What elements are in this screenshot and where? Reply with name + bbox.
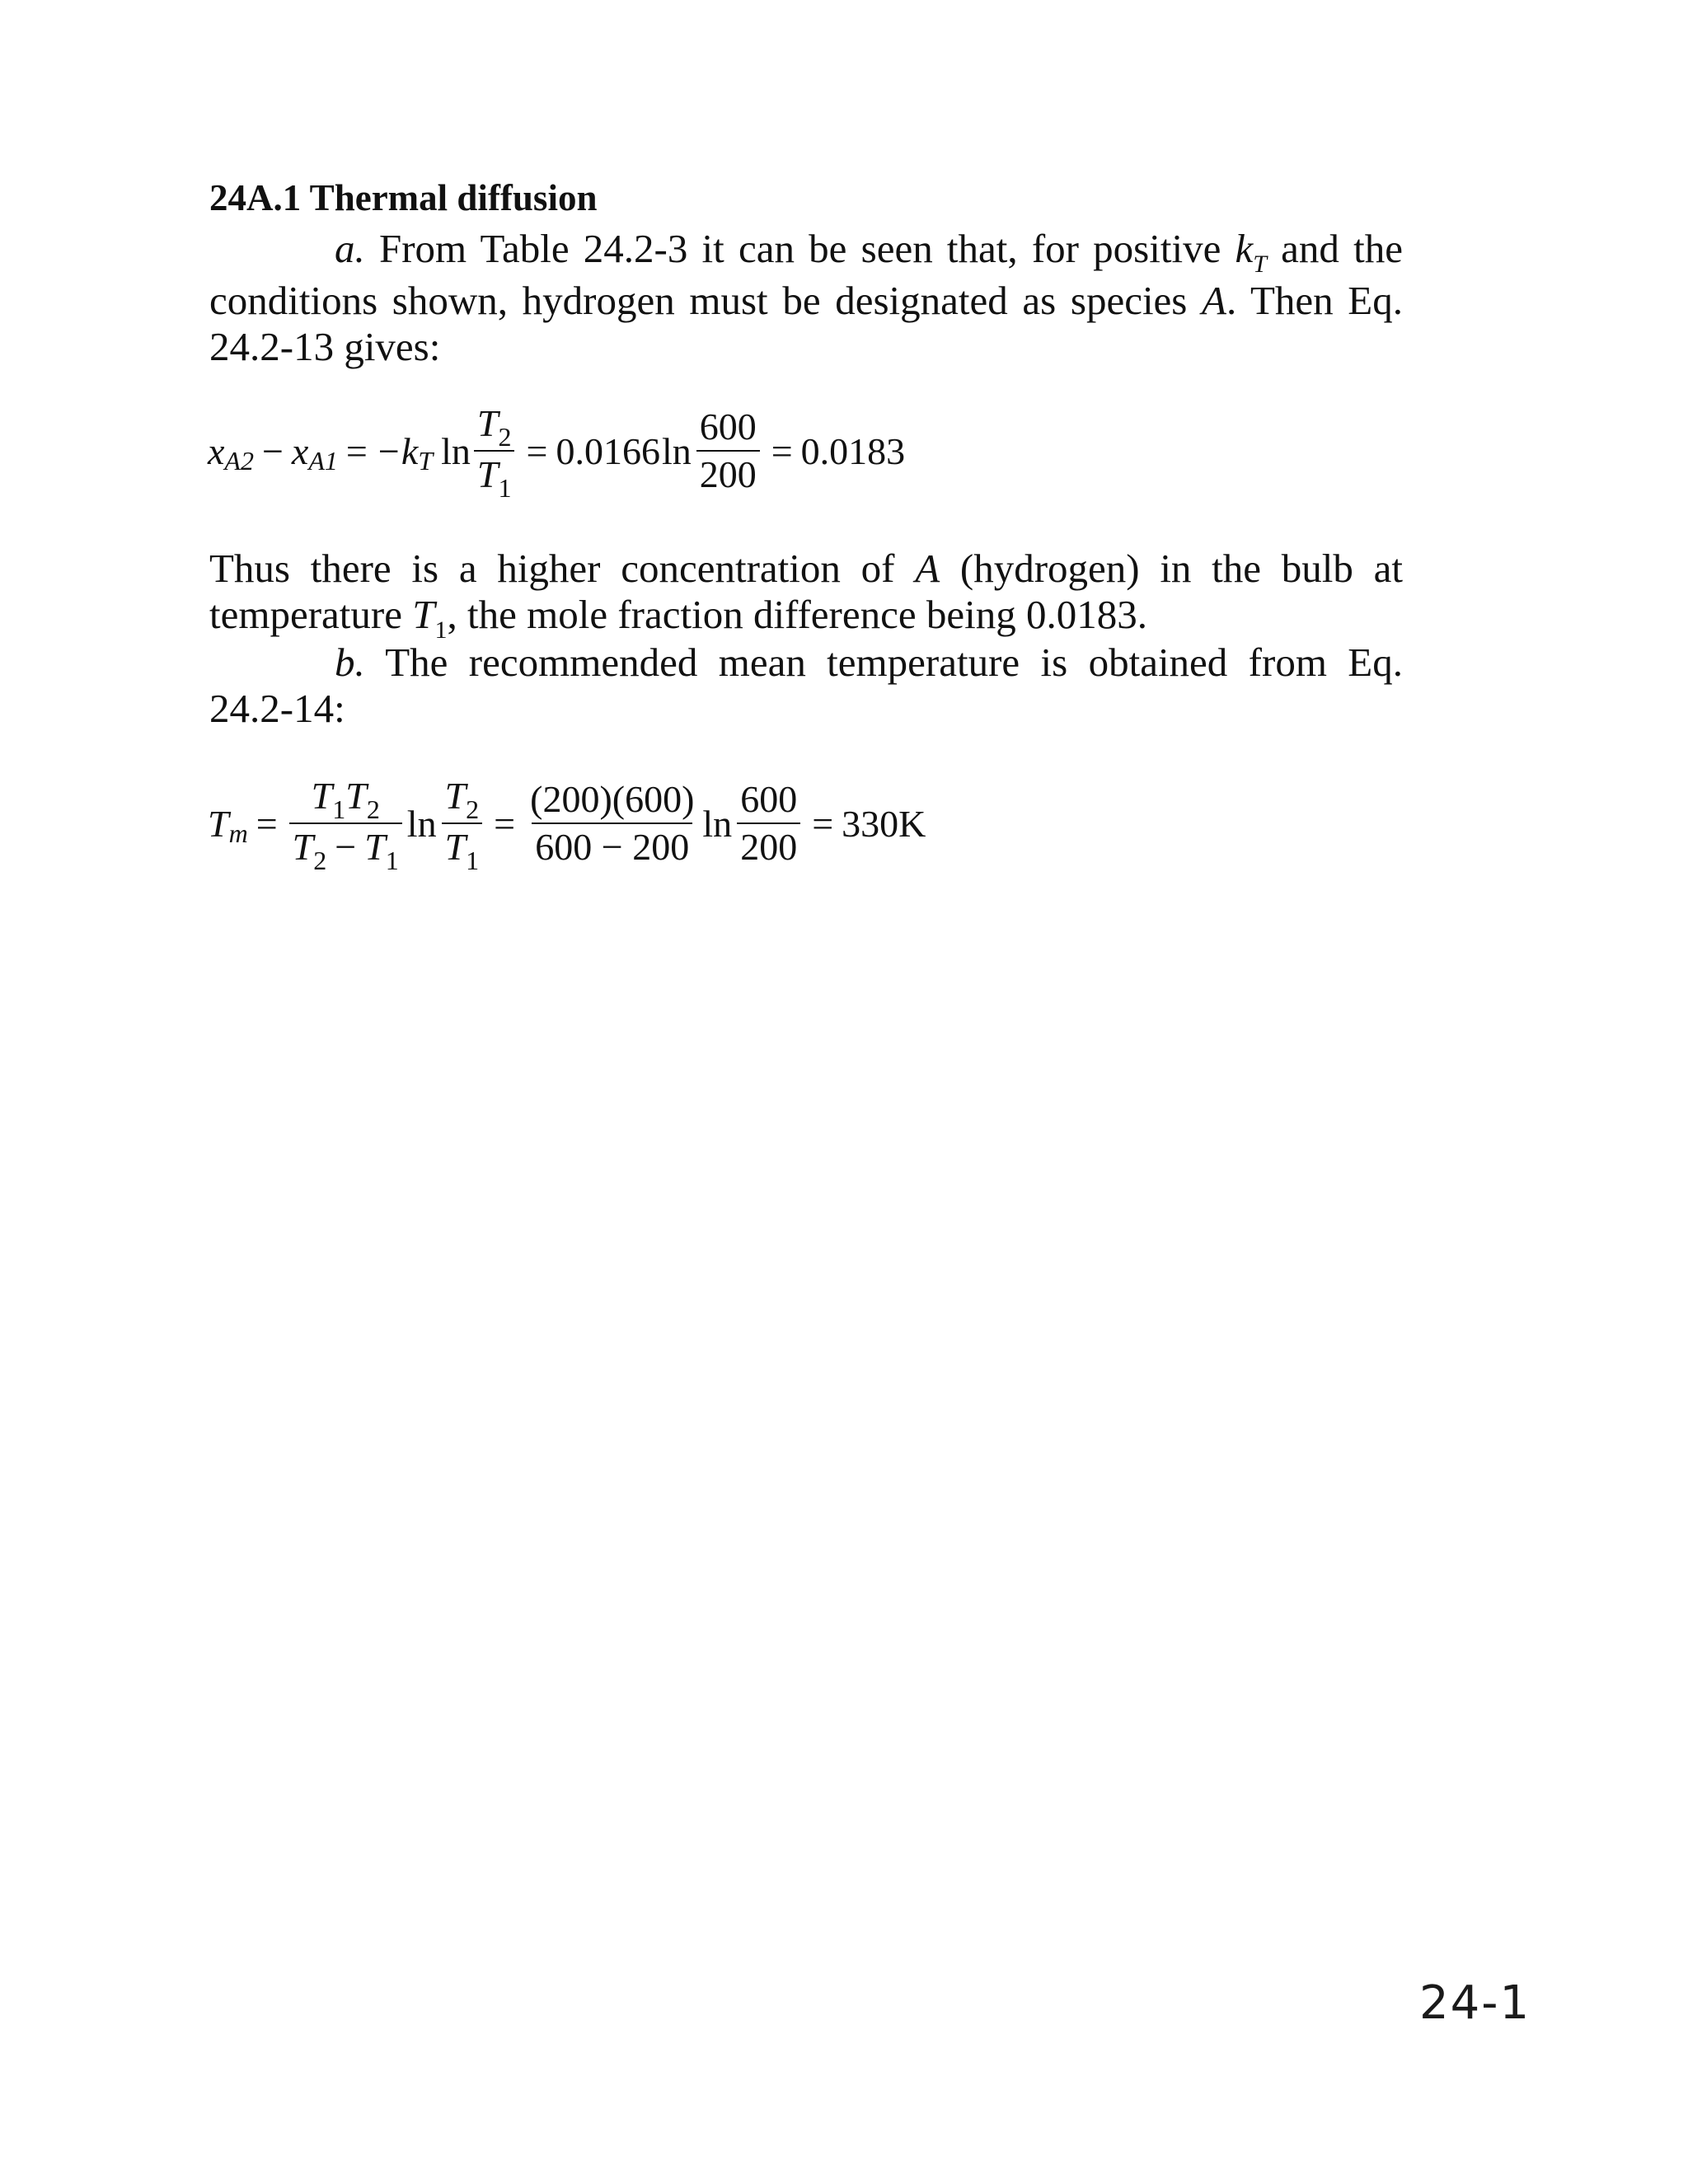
eq1-ln-1: ln [441, 429, 471, 472]
eq1-sub-1: 1 [498, 473, 512, 503]
part-b-label: b. [335, 640, 365, 685]
section-heading: 24A.1 Thermal diffusion [209, 177, 598, 218]
eq1-ln-2: ln [661, 429, 692, 472]
eq1-neg-k: −k [375, 429, 419, 472]
kt-symbol: k [1235, 226, 1254, 271]
eq1-t-num: T [476, 402, 499, 444]
eq1-sub-a2: A2 [224, 445, 254, 476]
eq1-result: 0.0183 [800, 429, 906, 472]
paragraph-part-b [209, 640, 1403, 732]
eq1-x2: x [291, 429, 309, 472]
eq2-t2-frac: T [444, 775, 467, 817]
eq2-sub-1-frac: 1 [466, 846, 480, 875]
eq2-fraction-t2-t1 [442, 775, 483, 875]
eq2-t2-den: T [292, 826, 314, 868]
equation-2 [208, 775, 926, 875]
eq2-fraction-t1t2 [289, 775, 402, 875]
eq2-den-values: 600 − 200 [532, 823, 692, 869]
eq1-numerator: 600 [699, 405, 757, 448]
page-number: 24-1 [1419, 1976, 1531, 2030]
paragraph-conclusion [209, 546, 1403, 644]
eq2-numerator: 600 [740, 778, 798, 820]
eq1-coefficient: 0.0166 [556, 429, 660, 472]
part-b-text: The recommended mean temperature is obtained from Eq. 24.2-14: [209, 640, 1403, 731]
eq2-equals-1: = [256, 802, 278, 845]
eq2-equals-2: = [494, 802, 516, 845]
eq1-equals-2: = [526, 429, 548, 472]
eq2-equals-3: = [812, 802, 834, 845]
part-a-label: a. [335, 226, 365, 271]
conclusion-text-2: (hydrogen) in the bulb at temperature [209, 546, 1403, 637]
eq2-sub-1-den: 1 [385, 846, 399, 875]
conclusion-t: T [412, 592, 435, 637]
eq1-sub-2: 2 [498, 422, 512, 452]
eq2-t1-frac: T [444, 826, 467, 868]
eq2-ln-1: ln [406, 802, 437, 845]
eq2-t1-num: T [311, 775, 333, 817]
eq1-sub-t: T [418, 445, 434, 476]
conclusion-sub-1: 1 [434, 616, 448, 644]
eq2-fraction-values [527, 778, 697, 869]
eq2-denominator: 200 [737, 823, 800, 869]
part-a-text-1: From Table 24.2-3 it can be seen that, for positive [364, 226, 1236, 271]
eq2-num-values: (200)(600) [530, 778, 695, 820]
paragraph-part-a [209, 226, 1403, 370]
conclusion-text-1: Thus there is a higher concentration of [209, 546, 916, 591]
eq2-sub-2-den: 2 [313, 846, 327, 875]
species-a: A [1202, 278, 1226, 323]
eq1-sub-a1: A1 [308, 445, 338, 476]
eq2-sub-2-num: 2 [366, 794, 380, 824]
eq1-t-den: T [476, 453, 499, 495]
eq2-ln-2: ln [702, 802, 733, 845]
eq1-equals-3: = [771, 429, 793, 472]
kt-subscript: T [1253, 251, 1267, 278]
eq1-denominator: 200 [696, 450, 760, 496]
eq2-sub-m: m [228, 818, 248, 848]
eq2-minus: − [335, 826, 357, 868]
eq1-x: x [208, 429, 225, 472]
equation-1 [208, 402, 906, 503]
eq2-sub-1-num: 1 [332, 794, 346, 824]
eq1-fraction-t2-t1 [474, 402, 515, 503]
eq2-sub-2-frac: 2 [466, 794, 480, 824]
eq1-equals-1: = [345, 429, 368, 472]
part-a-text-3: . Then Eq. 24.2-13 gives: [209, 278, 1403, 369]
eq2-fraction-600-200 [737, 778, 800, 869]
eq1-fraction-600-200 [696, 405, 760, 496]
eq1-minus: − [261, 429, 284, 472]
conclusion-text-3: , the mole fraction difference being 0.0183. [447, 592, 1147, 637]
eq2-result: 330K [842, 802, 926, 845]
eq2-t2-num: T [345, 775, 367, 817]
eq2-t1-den: T [364, 826, 386, 868]
conclusion-species-a: A [915, 546, 940, 591]
eq2-t: T [208, 802, 229, 845]
part-a-text-2: and the conditions shown, hydrogen must be designated as species [209, 226, 1403, 323]
